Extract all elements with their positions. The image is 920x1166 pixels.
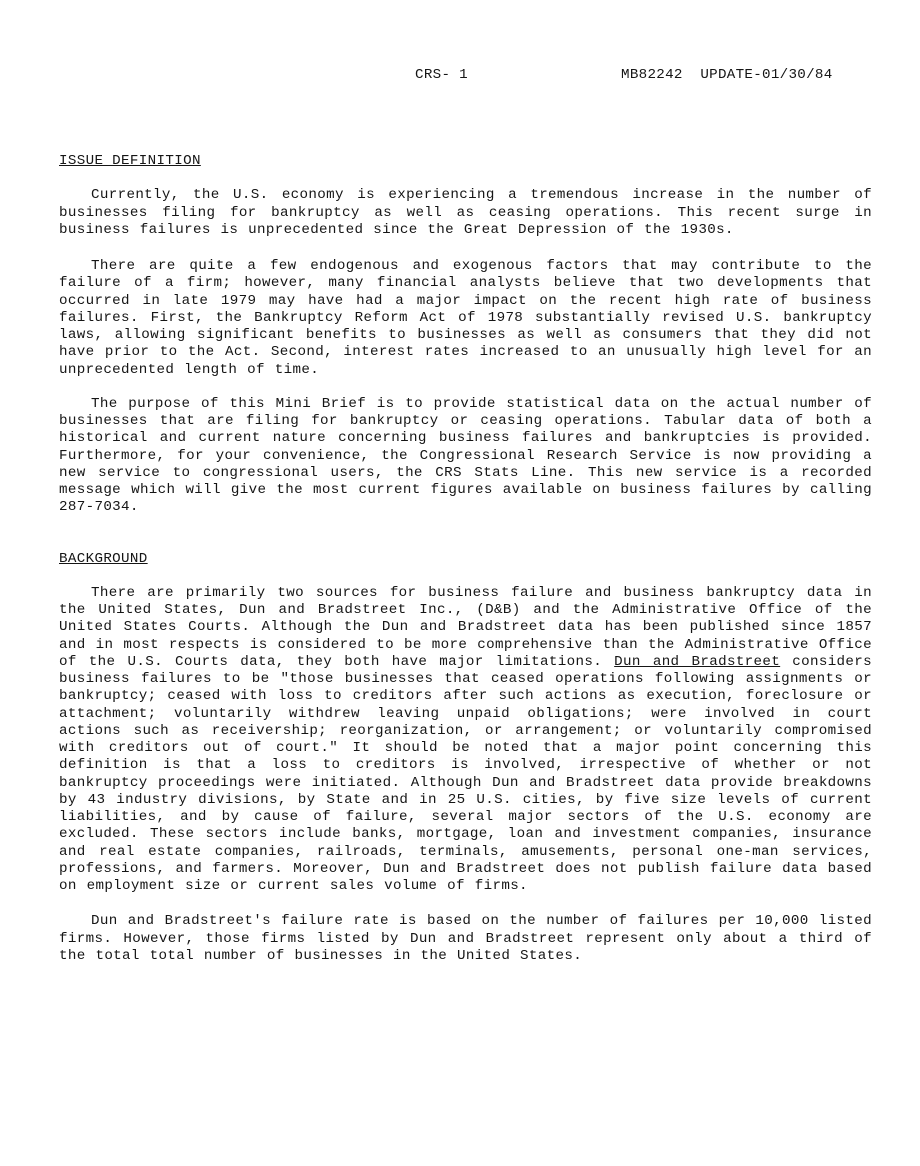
paragraph-text: There are primarily two sources for business failure and business bankruptcy data in the United States, Dun and Bradstreet Inc., (D&B) and the Administrative Office of the United States Courts. Although the Dun and Bradstreet data has been published since 1857 and in most respects is considered to be more comprehensive than the Administrative Office of the U.S. Courts data, they both have major limitations.	[59, 584, 872, 670]
section-background	[59, 551, 872, 966]
paragraph: Dun and Bradstreet's failure rate is based on the number of failures per 10,000 listed firms. However, those firms listed by Dun and Bradstreet represent only about a third of the total total number of businesses in the United States.	[59, 913, 872, 964]
document-body	[59, 153, 872, 965]
underlined-term: Dun and Bradstreet	[614, 653, 781, 670]
paragraph: Currently, the U.S. economy is experiencing a tremendous increase in the number of businesses filing for bankruptcy as well as ceasing operations. This recent surge in business failures is unprecedented since the Great Depression of the 1930s.	[59, 187, 872, 238]
paragraph-text: considers business failures to be "those businesses that ceased operations following assignments or bankruptcy; ceased with loss to creditors after such actions as execution, foreclosure or attachment; voluntarily withdrew leaving unpaid obligations; were involved in court actions such as receivership; reorganization, or arrangement; or voluntarily compromised with creditors out of court." It should be noted that a major point concerning this definition is that a loss to creditors is involved, irrespective of whether or not bankruptcy proceedings were initiated. Although Dun and Bradstreet data provide breakdowns by 43 industry divisions, by State and in 25 U.S. cities, by five size levels of current liabilities, and by cause of failure, several major sectors of the U.S. economy are excluded. These sectors include banks, mortgage, loan and investment companies, insurance and real estate companies, railroads, terminals, amusements, personal one-man services, professions, and farmers. Moreover, Dun and Bradstreet does not publish failure data based on employment size or current sales volume of firms.	[59, 653, 873, 894]
page-header	[0, 65, 920, 85]
section-heading: BACKGROUND	[59, 550, 148, 567]
paragraph: The purpose of this Mini Brief is to provide statistical data on the actual number of businesses that are filing for bankruptcy or ceasing operations. Tabular data of both a historical and current nature concerning business failures and bankruptcies is provided. Furthermore, for your convenience, the Congressional Research Service is now providing a new service to congressional users, the CRS Stats Line. This new service is a recorded message which will give the most current figures available on business failures by calling 287-7034.	[59, 395, 872, 516]
paragraph	[59, 585, 872, 896]
section-heading: ISSUE DEFINITION	[59, 153, 201, 169]
section-issue-definition	[59, 153, 872, 517]
page-number: CRS- 1	[415, 67, 468, 83]
document-reference: MB82242 UPDATE-01/30/84	[621, 67, 833, 83]
paragraph: There are quite a few endogenous and exogenous factors that may contribute to the failure of a firm; however, many financial analysts believe that two developments that occurred in late 1979 may have had a major impact on the recent high rate of business failures. First, the Bankruptcy Reform Act of 1978 substantially revised U.S. bankruptcy laws, allowing significant benefits to businesses as well as consumers that they did not have prior to the Act. Second, interest rates increased to an unusually high level for an unprecedented length of time.	[59, 258, 872, 378]
